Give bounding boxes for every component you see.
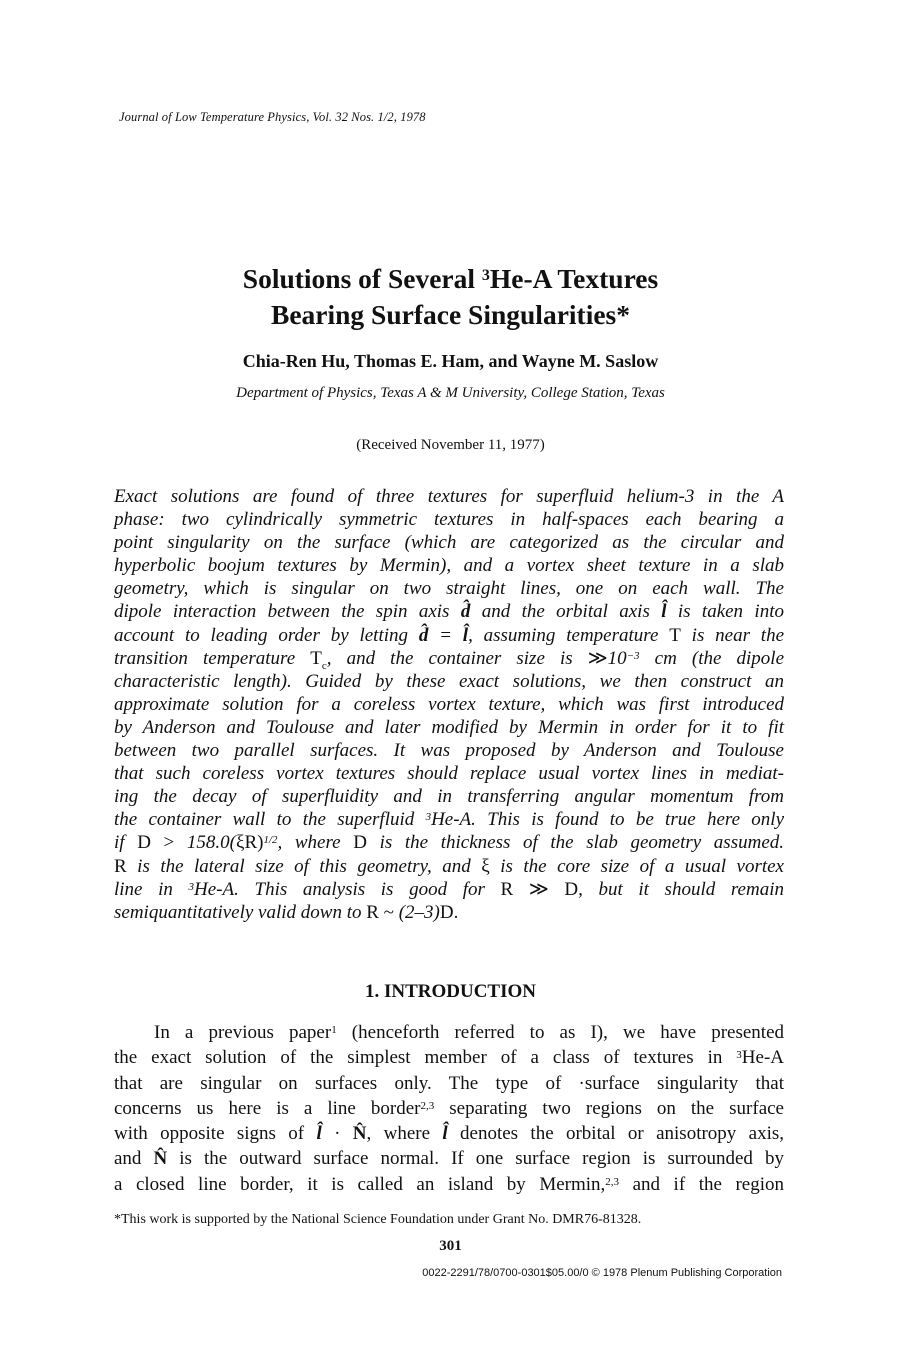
body-line: the exact solution of the simplest member of a class of textures in $^3$He-A [114,1047,784,1069]
abstract-line: semiquantitatively valid down to R ~ (2–3)D. [114,901,459,923]
body-line: and N̂ is the outward surface normal. If one surface region is surrounded by [114,1148,784,1170]
body-text [114,1020,784,1197]
authors: Chia-Ren Hu, Thomas E. Ham, and Wayne M. Saslow [242,351,659,371]
paper-title-line-2: Bearing Surface Singularities* [270,299,631,330]
abstract-line: hyperbolic boojum textures by Mermin), and a vortex sheet texture in a slab [114,555,784,577]
body-line: In a previous paper$^1$ (henceforth referred to as I), we have presented [154,1022,785,1043]
abstract-line: geometry, which is singular on two straight lines, one on each wall. The [114,578,784,600]
abstract-line: ing the decay of superfluidity and in transferring angular momentum from [114,786,784,808]
body-line: that are singular on surfaces only. The type of ·surface singularity that [114,1072,784,1094]
paper-title-line-1: Solutions of Several $^3$He-A Textures [242,263,659,294]
abstract-line: R is the lateral size of this geometry, and ξ is the core size of a usual vortex [114,855,784,877]
abstract-line: by Anderson and Toulouse and later modified by Mermin in order for it to fit [114,716,784,738]
affiliation: Department of Physics, Texas A & M University, College Station, Texas [236,385,665,401]
abstract [114,485,784,924]
abstract-line: that such coreless vortex textures should replace usual vortex lines in mediat- [114,763,784,785]
abstract-line: the container wall to the superfluid $^3$He-A. This is found to be true here only [114,809,784,831]
body-line: a closed line border, it is called an island by Mermin,$^{2,3}$ and if the region [114,1173,784,1195]
abstract-line: if $D > 158.0(\xi R)^{1/2}$, where D is the thickness of the slab geometry assumed. [114,832,784,854]
abstract-line: phase: two cylindrically symmetric textures in half-spaces each bearing a [114,509,784,531]
abstract-line: approximate solution for a coreless vortex texture, which was first introduced [114,693,784,715]
abstract-line: between two parallel surfaces. It was proposed by Anderson and Toulouse [114,740,784,762]
body-line: concerns us here is a line border$^{2,3}$ separating two regions on the surface [114,1097,784,1119]
abstract-line: account to leading order by letting d̂ = l̂, assuming temperature T is near the [114,624,785,646]
received-date: (Received November 11, 1977) [356,437,545,453]
abstract-line: line in $^3$He-A. This analysis is good for R ≫ D, but it should remain [114,878,784,900]
journal-citation: Journal of Low Temperature Physics, Vol. 32 Nos. 1/2, 1978 [119,110,426,124]
abstract-line: dipole interaction between the spin axis d̂ and the orbital axis l̂ is taken into [114,601,784,623]
section-heading: 1. INTRODUCTION [364,981,537,1002]
footnote: *This work is supported by the National Science Foundation under Grant No. DMR76-81328. [114,1212,642,1227]
abstract-line: transition temperature $T_c$, and the container size is $≫10^{-3}$ cm (the dipole [114,647,785,672]
abstract-line: Exact solutions are found of three textures for superfluid helium-3 in the A [114,486,784,507]
page-number: 301 [439,1238,462,1254]
abstract-line: point singularity on the surface (which are categorized as the circular and [114,532,784,554]
body-line: with opposite signs of l̂ · N̂, where l̂ denotes the orbital or anisotropy axis, [114,1123,785,1145]
abstract-line: characteristic length). Guided by these exact solutions, we then construct an [114,670,784,692]
copyright-line: 0022-2291/78/0700-0301$05.00/0 © 1978 Plenum Publishing Corporation [422,1267,782,1279]
